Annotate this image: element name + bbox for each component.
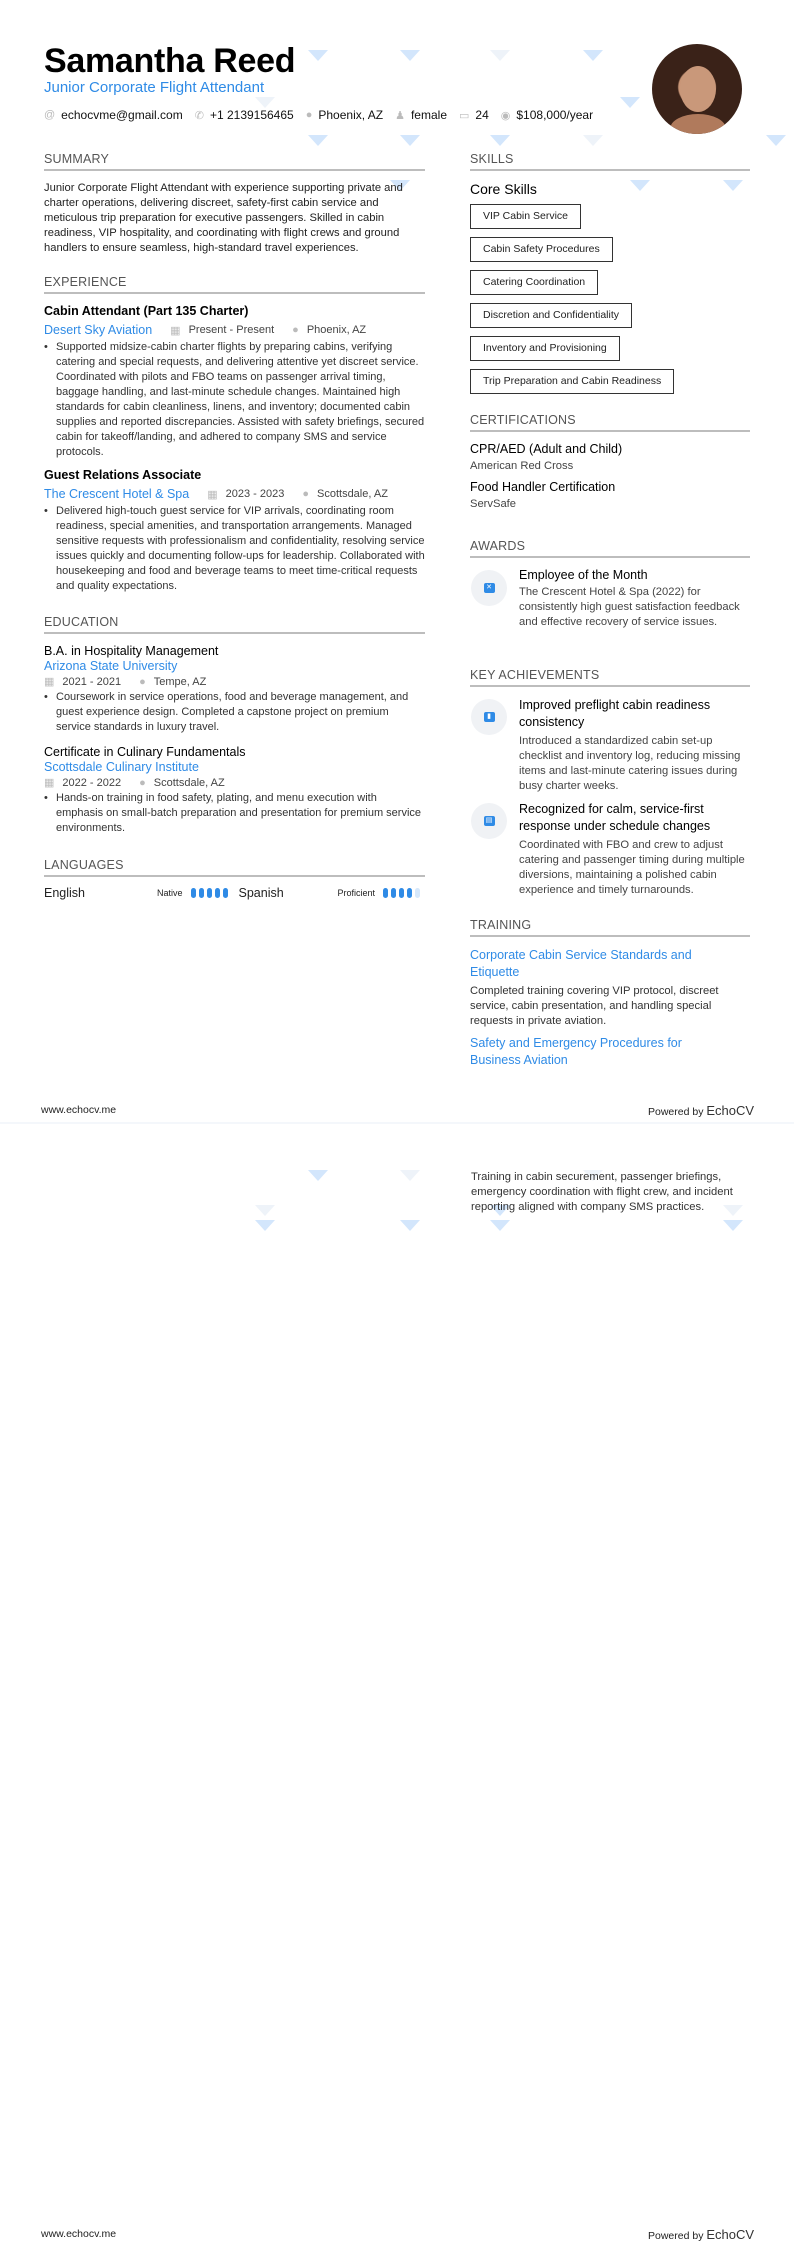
degree: Certificate in Culinary Fundamentals <box>44 745 246 759</box>
degree: B.A. in Hospitality Management <box>44 644 219 658</box>
skill-tag: Trip Preparation and Cabin Readiness <box>470 369 674 394</box>
level-dot <box>391 888 396 898</box>
location-text: Phoenix, AZ <box>318 108 384 122</box>
calendar-icon: ▦ <box>44 676 55 688</box>
footer-url[interactable]: www.echocv.me <box>41 2228 117 2240</box>
contact-row <box>44 108 593 122</box>
contact-location <box>306 108 383 122</box>
calendar-icon: ▦ <box>44 777 55 789</box>
at-icon: @ <box>44 109 56 121</box>
achievement-title: Recognized for calm, service-first response under schedule changes <box>519 802 711 833</box>
location-icon: ● <box>305 109 313 121</box>
achievement-text: Coordinated with FBO and crew to adjust catering and passenger timing during multiple diversions, maintaining a polished cabin experience and timely turnarounds. <box>519 839 745 896</box>
experience-heading: EXPERIENCE <box>44 275 425 294</box>
location-icon: ● <box>292 324 299 336</box>
location-icon: ● <box>139 675 146 688</box>
cert-name: Food Handler Certification <box>470 480 616 494</box>
language-dots <box>383 888 420 898</box>
location: Tempe, AZ <box>153 675 207 688</box>
language-name: English <box>44 886 85 900</box>
experience-title: Guest Relations Associate <box>44 468 202 482</box>
powered-label: Powered by <box>648 2230 704 2242</box>
company-name: The Crescent Hotel & Spa <box>44 487 190 501</box>
experience-title: Cabin Attendant (Part 135 Charter) <box>44 304 249 318</box>
company-name: Desert Sky Aviation <box>44 323 153 337</box>
training-text: Training in cabin securement, passenger briefings, emergency coordination with flight crew, and incident reporting aligned with company SMS practices. <box>471 1171 733 1213</box>
skill-tag: Cabin Safety Procedures <box>470 237 613 262</box>
calendar-icon: ▦ <box>170 324 181 337</box>
award-title: Employee of the Month <box>519 568 648 582</box>
language-dots <box>191 888 228 898</box>
phone-icon: ✆ <box>194 109 204 122</box>
dates: Present - Present <box>188 324 275 336</box>
language-level: Proficient <box>337 888 376 898</box>
money-icon: ◉ <box>500 109 511 122</box>
location: Scottsdale, AZ <box>153 776 225 789</box>
education-heading: EDUCATION <box>44 615 425 634</box>
powered-by[interactable] <box>648 2227 754 2242</box>
skill-tag: Inventory and Provisioning <box>470 336 620 361</box>
level-dot <box>191 888 196 898</box>
languages-row <box>44 886 425 900</box>
achievement-item <box>519 801 749 898</box>
cert-issuer: ServSafe <box>470 498 517 510</box>
experience-item <box>44 304 425 460</box>
summary-text: Junior Corporate Flight Attendant with experience supporting private and charter operations, delivering discreet, safety-first cabin service and meticulous trip preparation for executive passengers. Skilled in cabin readiness, VIP hospitality, and coordinating with flight crews and ground handlers to ensure seamless, high-standard travel experiences. <box>44 182 403 254</box>
location-icon: ● <box>302 488 309 500</box>
brand-name: EchoCV <box>706 2227 755 2242</box>
certification-item <box>470 442 750 512</box>
education-bullet: • Coursework in service operations, food and beverage management, and guest experience design. Completed a capstone project on premium service standards in luxury travel. <box>44 690 425 735</box>
training-heading: TRAINING <box>470 918 750 937</box>
training-item <box>470 947 730 1069</box>
training-title: Corporate Cabin Service Standards and Etiquette <box>470 948 692 979</box>
email-text: echocvme@gmail.com <box>61 108 183 122</box>
phone-text: +1 2139156465 <box>209 108 294 122</box>
location: Scottsdale, AZ <box>317 488 388 500</box>
award-text: The Crescent Hotel & Spa (2022) for consistently high guest satisfaction feedback and effective recovery of service issues. <box>519 586 740 628</box>
contact-age <box>459 108 489 122</box>
gender-text: female <box>410 108 447 122</box>
level-dot <box>207 888 212 898</box>
education-item <box>44 644 425 735</box>
school: Arizona State University <box>44 659 178 673</box>
location: Phoenix, AZ <box>306 324 367 336</box>
footer-url[interactable]: www.echocv.me <box>41 1104 117 1116</box>
level-dot <box>215 888 220 898</box>
skill-tag: Discretion and Confidentiality <box>470 303 632 328</box>
achievements-heading: KEY ACHIEVEMENTS <box>470 668 750 687</box>
experience-bullet: • Supported midsize-cabin charter flights by preparing cabins, verifying catering and special requests, and delivering attentive yet discreet service. Coordinated with pilots and FBO teams on passenger arrival timing, baggage handling, and last-minute schedule changes. Maintained high standards for cabin cleanliness, linens, and inventory; documented cabin supplies and reported discrepancies. Assisted with safety briefings, secured cabin for takeoff/landing, and adhered to company SMS and service protocols. <box>44 340 425 460</box>
language-name: Spanish <box>238 886 284 900</box>
brand-name: EchoCV <box>706 1103 755 1118</box>
level-dot <box>223 888 228 898</box>
candidate-name: Samantha Reed <box>44 42 296 80</box>
cert-issuer: American Red Cross <box>470 460 574 472</box>
skill-tag: Catering Coordination <box>470 270 598 295</box>
resume-page-2 <box>0 1124 794 2246</box>
resume-page-1 <box>0 0 794 1122</box>
skills-group: Core Skills <box>470 181 537 197</box>
salary-text: $108,000/year <box>516 108 594 122</box>
achievement-title: Improved preflight cabin readiness consistency <box>519 698 711 729</box>
location-icon: ● <box>139 776 146 789</box>
age-text: 24 <box>475 108 489 122</box>
education-bullet: • Hands-on training in food safety, plating, and menu execution with emphasis on small-batch preparation and presentation for premium service environments. <box>44 791 425 836</box>
dates: 2023 - 2023 <box>225 488 285 500</box>
level-dot <box>415 888 420 898</box>
skill-tag: VIP Cabin Service <box>470 204 581 229</box>
achievement-text: Introduced a standardized cabin set-up checklist and inventory log, reducing missing items and last-minute catering issues during busy charter weeks. <box>519 735 741 792</box>
award-item <box>519 568 749 630</box>
school: Scottsdale Culinary Institute <box>44 760 199 774</box>
level-dot <box>199 888 204 898</box>
badge-icon: ✕ <box>471 570 507 606</box>
skills-heading: SKILLS <box>470 152 750 171</box>
chart-icon: ▮ <box>471 699 507 735</box>
dates: 2021 - 2021 <box>62 675 122 688</box>
awards-heading: AWARDS <box>470 539 750 558</box>
cert-name: CPR/AED (Adult and Child) <box>470 442 623 456</box>
powered-label: Powered by <box>648 1106 704 1118</box>
dates: 2022 - 2022 <box>62 776 122 789</box>
education-item <box>44 745 425 836</box>
job-title: Junior Corporate Flight Attendant <box>44 79 265 96</box>
training-text: Completed training covering VIP protocol, discreet service, cabin presentation, and handling special requests in private aviation. <box>470 985 719 1027</box>
achievement-item <box>519 697 749 794</box>
summary-heading: SUMMARY <box>44 152 425 171</box>
certifications-heading: CERTIFICATIONS <box>470 413 750 432</box>
calendar-icon: ▭ <box>459 109 470 122</box>
profile-photo <box>652 44 742 134</box>
language-level: Native <box>157 888 183 898</box>
powered-by[interactable] <box>648 1103 754 1118</box>
level-dot <box>407 888 412 898</box>
level-dot <box>383 888 388 898</box>
level-dot <box>399 888 404 898</box>
contact-email[interactable] <box>44 108 183 122</box>
document-icon: ▤ <box>471 803 507 839</box>
experience-item <box>44 468 425 594</box>
training-title: Safety and Emergency Procedures for Business Aviation <box>470 1036 682 1067</box>
contact-phone[interactable] <box>195 108 294 122</box>
person-icon: ♟ <box>395 109 405 122</box>
experience-bullet: • Delivered high-touch guest service for VIP arrivals, coordinating room readiness, special amenities, and transportation arrangements. Managed sensitive requests with professionalism and confidentiality, resolving service issues quickly and documenting follow-ups for leadership. Collaborated with housekeeping and food and beverage teams to meet time-critical requests and quality expectations. <box>44 504 425 594</box>
contact-salary <box>501 108 593 122</box>
contact-gender <box>395 108 447 122</box>
calendar-icon: ▦ <box>207 488 218 501</box>
languages-heading: LANGUAGES <box>44 858 425 877</box>
